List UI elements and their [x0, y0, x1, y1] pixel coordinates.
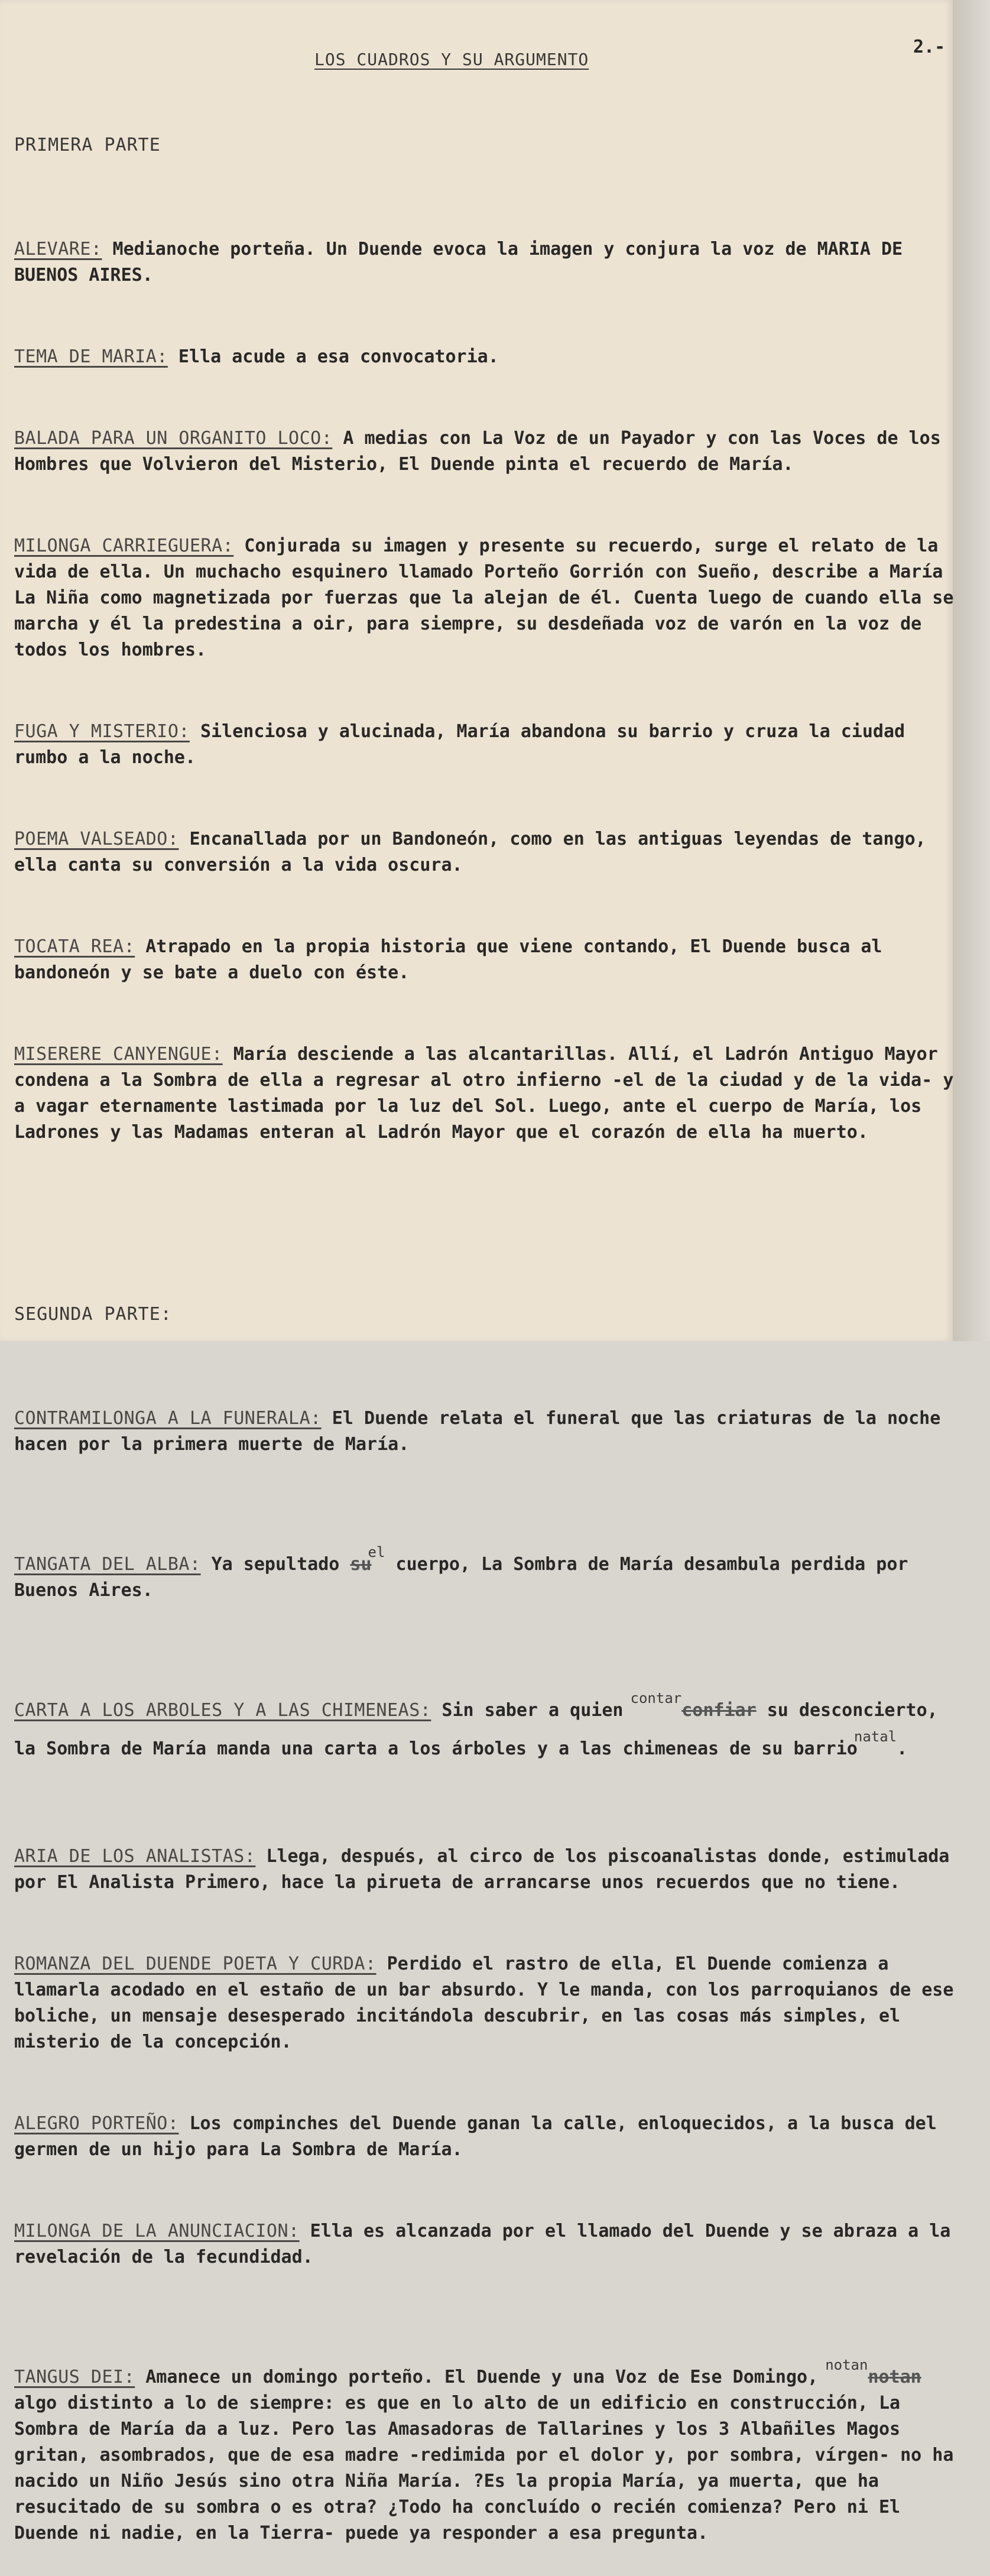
entry-text: Los compinches del Duende ganan la calle, enloquecidos, a la busca del germen de un hijo para La Sombra de María. — [14, 2113, 947, 2160]
entry-alegro-porteno — [14, 2111, 960, 2163]
entry-label: BALADA PARA UN ORGANITO LOCO: — [14, 428, 333, 449]
entry-text: Conjurada su imagen y presente su recuerdo, surge el relato de la vida de ella. Un muchacho esquinero llamado Porteño Gorrión con Sueño, describe a María La Niña como magnetizada por fuerzas que la alejan de él. Cuenta luego de cuando ella se marcha y él la predestina a oir, para siempre, su desdeñada voz de varón en la voz de todos los hombres. — [14, 536, 965, 660]
entry-text: Ella es alcanzada por el llamado del Duende y se abraza a la revelación de la fecundidad. — [14, 2221, 962, 2267]
entry-tema-de-maria — [14, 344, 960, 370]
entry-romanza-duende — [14, 1951, 965, 2055]
section-heading-primera: PRIMERA PARTE — [14, 135, 161, 155]
entry-text: A medias con La Voz de un Payador y con las Voces de los Hombres que Volvieron del Misterio, El Duende pinta el recuerdo de María. — [14, 428, 952, 475]
entry-text: Ya sepultado — [200, 1554, 350, 1575]
entry-text: El Duende relata el funeral que las criaturas de la noche hacen por la primera muerte de María. — [14, 1408, 952, 1455]
entry-text: cuerpo, La Sombra de María desambula perdida por Buenos Aires. — [14, 1554, 919, 1601]
entry-text: . — [897, 1738, 908, 1759]
entry-text: María desciende a las alcantarillas. Allí, el Ladrón Antiguo Mayor condena a la Sombra de ella a regresar al otro infierno -el de la ciudad y de la vida- y a vagar eternamente lastimada por la luz del Sol. Luego, ante el cuerpo de María, los Ladrones y las Madamas enteran al Ladrón Mayor que el corazón de ella ha muerto. — [14, 1044, 965, 1143]
entry-label: MISERERE CANYENGUE: — [14, 1044, 223, 1065]
entry-label: CARTA A LOS ARBOLES Y A LAS CHIMENEAS: — [14, 1700, 431, 1721]
entry-text: su desconcierto, la Sombra de María manda una carta a los árboles y a las chimeneas de su barrio — [14, 1700, 949, 1759]
entry-label: MILONGA CARRIEGUERA: — [14, 536, 234, 556]
entry-contramilonga — [14, 1406, 960, 1458]
document-body — [14, 80, 965, 2576]
entry-label: CONTRAMILONGA A LA FUNERALA: — [14, 1408, 322, 1429]
section-heading-segunda: SEGUNDA PARTE: — [14, 1304, 172, 1325]
entry-aria-analistas — [14, 1844, 960, 1896]
entry-milonga-carrieguera — [14, 533, 965, 663]
entry-text: Amanece un domingo porteño. El Duende y una Voz de Ese Domingo, — [135, 2367, 829, 2387]
document-title: LOS CUADROS Y SU ARGUMENTO — [314, 50, 589, 69]
entry-fuga-y-misterio — [14, 719, 960, 771]
entry-tangata-del-alba — [14, 1539, 960, 1604]
entry-label: TANGUS DEI: — [14, 2367, 135, 2387]
handwritten-correction: natal — [853, 1728, 897, 1745]
entry-label: ROMANZA DEL DUENDE POETA Y CURDA: — [14, 1954, 376, 1974]
page-number: 2.- — [913, 37, 946, 57]
struck-word: su — [350, 1554, 372, 1575]
entry-carta-arboles — [14, 1685, 960, 1762]
entry-text: Encanallada por un Bandoneón, como en las antiguas leyendas de tango, ella canta su conversión a la vida oscura. — [14, 829, 937, 875]
entry-label: TANGATA DEL ALBA: — [14, 1554, 201, 1575]
entry-poema-valseado — [14, 826, 960, 878]
struck-word: notan — [868, 2367, 921, 2387]
entry-label: ARIA DE LOS ANALISTAS: — [14, 1846, 256, 1867]
entry-balada — [14, 426, 960, 478]
entry-miserere-canyengue — [14, 1042, 965, 1146]
entry-text: Silenciosa y alucinada, María abandona su barrio y cruza la ciudad rumbo a la noche. — [14, 721, 916, 768]
entry-label: ALEGRO PORTEÑO: — [14, 2113, 179, 2134]
handwritten-correction: notan — [825, 2357, 868, 2373]
entry-label: TOCATA REA: — [14, 936, 135, 957]
entry-milonga-anunciacion — [14, 2218, 960, 2270]
entry-text: Medianoche porteña. Un Duende evoca la imagen y conjura la voz de MARIA DE BUENOS AIRES. — [14, 239, 914, 285]
entry-text: Llega, después, al circo de los piscoanalistas donde, estimulada por El Analista Primero, hace la pirueta de arrancarse unos recuerdos que no tiene. — [14, 1846, 960, 1893]
entry-label: MILONGA DE LA ANUNCIACION: — [14, 2221, 300, 2241]
handwritten-correction: contar — [630, 1690, 682, 1706]
entry-label: TEMA DE MARIA: — [14, 346, 168, 367]
entry-tangus-dei — [14, 2352, 965, 2546]
struck-word: confiar — [681, 1700, 757, 1721]
entry-text: Perdido el rastro de ella, El Duende comienza a llamarla acodado en el estaño de un bar absurdo. Y le manda, con los parroquianos de ese boliche, un mensaje desesperado incitándola descubrir, en las cosas más simples, el misterio de la concepción. — [14, 1954, 965, 2052]
entry-text: Atrapado en la propia historia que viene contando, El Duende busca al bandoneón y se bate a duelo con éste. — [14, 936, 893, 983]
entry-label: ALEVARE: — [14, 239, 102, 259]
entry-label: POEMA VALSEADO: — [14, 829, 179, 849]
entry-text: algo distinto a lo de siempre: es que en lo alto de un edificio en construcción, La Sombra de María da a luz. Pero las Amasadoras de Tallarines y los 3 Albañiles Magos gritan, asombrados, que de esa madre -redimida por el dolor y, por sombra, vírgen- no ha nacido un Niño Jesús sino otra Niña María. ?Es la propia María, ya muerta, que ha resucitado de su sombra o es otra? ¿Todo ha concluído o recién comienza? Pero ni El Duende ni nadie, en la Tierra- puede ya responder a esa pregunta. — [14, 2367, 965, 2543]
entry-text: Sin saber a quien — [431, 1700, 634, 1721]
entry-label: FUGA Y MISTERIO: — [14, 721, 190, 742]
entry-text: Ella acude a esa convocatoria. — [167, 346, 499, 367]
entry-tocata-rea — [14, 934, 960, 986]
section-gap — [14, 1227, 960, 1250]
handwritten-correction: el — [368, 1544, 385, 1560]
entry-alevare — [14, 236, 960, 288]
